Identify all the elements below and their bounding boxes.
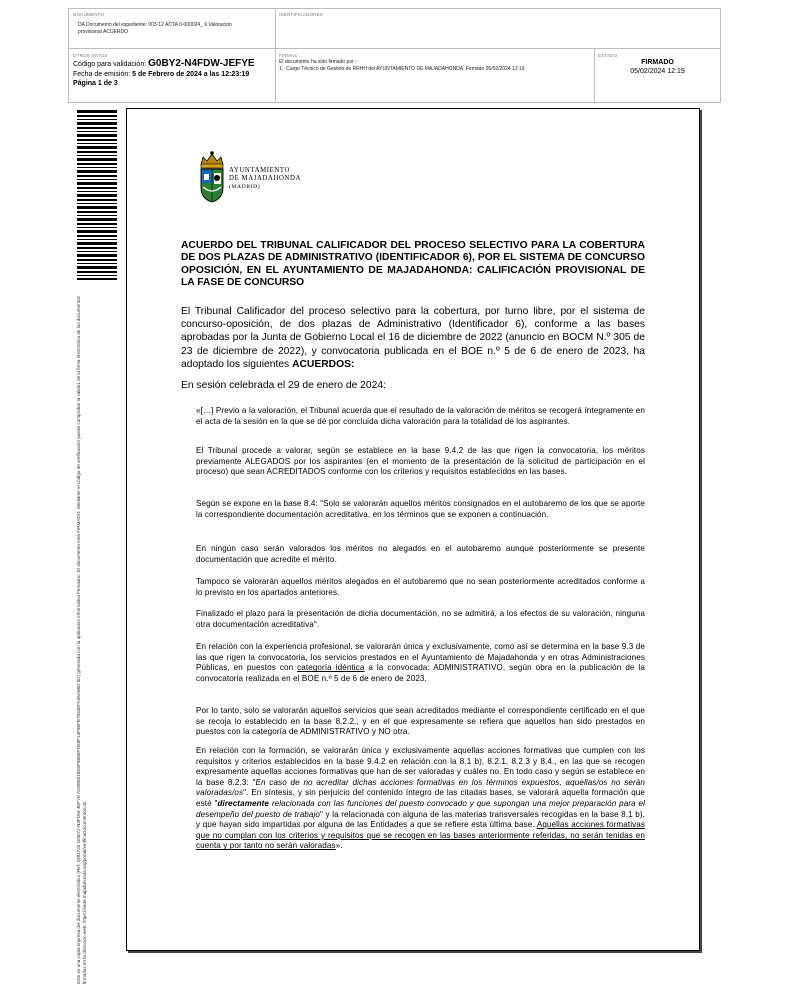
- firmas-line-2: 1.- Cargo Técnico de Gestión de RRHH del AYUNTAMIENTO DE MAJADAHONDA. Firmado 05/02/2024 12:19: [279, 66, 525, 72]
- documento-cell: [69, 9, 276, 49]
- barcode-bar: [77, 134, 117, 137]
- document-page: [126, 108, 700, 951]
- p9-underlined: Aquellas acciones formativas que no cumplan con los criterios y requisitos que se recogen en las bases anteriormente referidas, no serán tenidas en cuenta y por tanto no serán valoradas: [196, 820, 645, 851]
- barcode-bar: [77, 206, 117, 209]
- barcode-bar: [77, 263, 117, 264]
- p9-italic-1: En caso de no acreditar dichas acciones formativas en los términos expuestos, aquellas/os no serán valoradas/os: [196, 777, 645, 798]
- validation-code-line: [73, 60, 255, 70]
- issue-date-line: [73, 71, 249, 80]
- barcode-bar: [77, 247, 117, 249]
- barcode-bar: [77, 182, 117, 185]
- barcode-bar: [77, 119, 117, 120]
- barcode-bar: [77, 235, 117, 237]
- document-title: ACUERDO DEL TRIBUNAL CALIFICADOR DEL PROCESO SELECTIVO PARA LA COBERTURA DE DOS PLAZAS DE ADMINISTRATIVO (IDENTIFICADOR 6), POR EL SISTEMA DE CONCURSO OPOSICIÓN, EN EL AYUNTAMIENTO DE MAJADAHONDA: CALIFICACIÓN PROVISIONAL DE LA FASE DE CONCURSO: [181, 240, 645, 288]
- barcode-bar: [77, 215, 117, 216]
- intro-paragraph: [181, 305, 645, 371]
- validation-code-label: Código para validación:: [73, 61, 149, 68]
- barcode-bar: [77, 271, 117, 273]
- quote-paragraph-9: [196, 746, 645, 852]
- barcode-bar: [77, 254, 117, 257]
- barcode-bar: [77, 239, 117, 240]
- p7-text-b: a la convocada: ADMINISTRATIVO, según obra en la publicación de la convocatoria realizada en el BOE n.º 5 de 6 de enero de 2023.: [196, 663, 645, 683]
- validation-code: G0BY2-N4FDW-JEFYE: [148, 58, 255, 69]
- coat-of-arms-icon: [197, 149, 227, 203]
- barcode-bar: [77, 151, 117, 153]
- barcode-bar: [77, 218, 117, 221]
- quote-paragraph-4: En ningún caso serán valorados los méritos no alegados en el autobaremo aunque posteriormente se presente documentación que acredite el mérito.: [196, 544, 645, 564]
- barcode-bar: [77, 242, 117, 245]
- p9-text-a: En relación con la formación, se valorarán única y exclusivamente aquellas acciones formativas que cumplen con los requisitos y criterios establecidos en la base 9.4.2 en relación con la 8.1 b), 8.2.1, 8.2.3 y 8.4., en las que se recogen expresamente aquellas acciones formativas que han de ser valoradas y cuáles no. En todo caso y según se establece en la base 8.2.3: ": [196, 746, 645, 787]
- barcode-bar: [77, 203, 117, 204]
- barcode-bar: [77, 199, 117, 201]
- documento-text: DA Documento del expediente: 003-12 ACTA 0-000024_ 6 Valoración provisional ACUERDO: [78, 22, 232, 35]
- barcode-bar: [77, 259, 117, 261]
- institution-line-1: AYUNTAMIENTO: [229, 167, 291, 174]
- barcode-graphic: [77, 110, 117, 280]
- barcode-bar: [77, 170, 117, 173]
- barcode-bar: [77, 175, 117, 177]
- p9-text-c: " y la relacionada con alguna de las materias transversales recogidas en la base 8.1 b), y que hayan sido impartidas por alguna de las Entidades a que se refiere esta última base.: [196, 809, 645, 830]
- status-date: 05/02/2024 12:19: [630, 68, 685, 75]
- barcode-bar: [77, 275, 117, 276]
- barcode: [77, 110, 117, 280]
- quote-paragraph-2: El Tribunal procede a valorar, según se establece en la base 9.4.2 de las que rigen la convocatoria, los méritos previamente ALEGADOS por los aspirantes (en el momento de la presentación de la solicitud de participación en el proceso) que sean ACREDITADOS conforme con los criterios y requisitos establecidos en las bases.: [196, 446, 645, 477]
- p9-bold-italic: directamente: [217, 798, 270, 808]
- p7-underlined: categoría idéntica: [297, 663, 365, 673]
- barcode-bar: [77, 122, 117, 125]
- documento-caption: DOCUMENTO: [73, 12, 105, 17]
- status-firmado: FIRMADO: [641, 59, 674, 66]
- barcode-bar: [77, 179, 117, 180]
- p7-text-a: En relación con la experiencia profesional, se valorarán única y exclusivamente, como así se determina en la base 9.3 de las que rigen la convocatoria, los servicios prestados en el Ayuntamiento de Majadahonda y en otras Administraciones Públicas, en puestos con: [196, 642, 645, 673]
- quote-paragraph-8: Por lo tanto, solo se valorarán aquellos servicios que sean acreditados mediante el correspondiente certificado en el que se recoja lo establecido en la base 8.2.2., y en el que expresamente se refiera que aquellos han sido prestados en puestos con la categoría de ADMINISTRATIVO y NO otra.: [196, 706, 645, 737]
- institution-line-3: (MADRID): [229, 184, 261, 190]
- barcode-bar: [77, 131, 117, 132]
- barcode-bar: [77, 230, 117, 233]
- barcode-bar: [77, 158, 117, 161]
- barcode-bar: [77, 187, 117, 189]
- quote-paragraph-1: «[…] Previo a la valoración, el Tribunal acuerda que el resultado de la valoración de méritos se recogerá íntegramente en el acta de la sesión en la que se dé por concluida dicha valoración para la totalidad de los aspirantes.: [196, 406, 645, 426]
- barcode-bar: [77, 146, 117, 149]
- intro-text: El Tribunal Calificador del proceso selectivo para la cobertura, por turno libre, por el sistema de concurso-oposición, de dos plazas de Administrativo (Identificador 6), conforme a las bases aprobadas por la Junta de Gobierno Local el 16 de diciembre de 2022 (anuncio en BOCM N.º 305 de 23 de diciembre de 2022), y convocatoria publicada en el BOE n.º 5 de 6 de enero de 2023, ha adoptado los siguientes: [181, 306, 645, 370]
- barcode-bar: [77, 194, 117, 197]
- document-header: [68, 8, 721, 103]
- page-count: Página 1 de 3: [73, 80, 118, 87]
- issue-date-label: Fecha de emisión:: [73, 71, 133, 78]
- barcode-bar: [77, 110, 117, 113]
- barcode-bar: [77, 127, 117, 129]
- verification-side-text: Este es una copia impresa del documento electrónico (Ref: 2991725 G0BY2-N4FDW-JEFYE AD0E6518E8F0B5EFD59F13F88FB7834EFA05A66D 5D) generada con la aplicación informática Firmadoc. El documento está FIRMADO. Mediante el código de verificación puede comprobar la validez de la firma electrónica de los documentos firmados en la dirección web: https://sede.majadahonda.org/portal/verificaDocumentos.do: [76, 296, 87, 984]
- barcode-bar: [77, 227, 117, 228]
- barcode-bar: [77, 155, 117, 156]
- otros-datos-caption: OTROS DATOS: [73, 53, 108, 58]
- barcode-bar: [77, 266, 117, 269]
- estado-caption: ESTADO: [598, 53, 618, 58]
- barcode-bar: [77, 167, 117, 168]
- institution-name: [229, 167, 301, 191]
- intro-acuerdos: ACUERDOS:: [292, 358, 355, 370]
- coat-of-arms-logo: [197, 149, 227, 203]
- p9-italic-2: relacionada con las funciones del puesto convocado y que supongan una mejor preparación para el desempeño del puesto de trabajo: [196, 798, 645, 819]
- quote-paragraph-6: Finalizado el plazo para la presentación de dicha documentación, no se admitirá, a los efectos de su valoración, ninguna otra documentación acreditativa".: [196, 609, 645, 629]
- barcode-bar: [77, 143, 117, 144]
- p9-text-b: ". En síntesis, y sin perjuicio del contenido íntegro de las citadas bases, se valorará aquella formación que esté ": [196, 788, 645, 808]
- barcode-bar: [77, 251, 117, 252]
- barcode-bar: [77, 278, 117, 280]
- firmas-line-1: El documento ha sido firmado por :: [279, 59, 357, 65]
- barcode-bar: [77, 223, 117, 225]
- quote-paragraph-7: [196, 642, 645, 684]
- barcode-bar: [77, 139, 117, 141]
- quote-paragraph-3: Según se expone en la base 8.4: "Solo se valorarán aquellos méritos consignados en el autobaremo de los que se aporte la correspondiente documentación acreditativa, en los términos que se exponen a continuación.: [196, 499, 645, 519]
- issue-date: 5 de Febrero de 2024 a las 12:23:19: [132, 71, 250, 78]
- firmas-caption: FIRMAS: [279, 53, 298, 58]
- barcode-bar: [77, 191, 117, 192]
- barcode-bar: [77, 163, 117, 165]
- identificadores-cell: [276, 9, 720, 49]
- firmas-cell: [276, 49, 595, 102]
- session-line: En sesión celebrada el 29 de enero de 2024:: [181, 380, 386, 391]
- p9-end: ».: [335, 841, 343, 851]
- barcode-bar: [77, 211, 117, 213]
- identificadores-caption: IDENTIFICADORES: [279, 12, 324, 17]
- otros-datos-cell: [69, 49, 276, 102]
- barcode-bar: [77, 115, 117, 117]
- quote-paragraph-5: Tampoco se valorarán aquellos méritos alegados en el autobaremo que no sean posteriormente acreditados conforme a lo previsto en los apartados anteriores.: [196, 577, 645, 597]
- estado-cell: [595, 49, 720, 102]
- institution-line-2: DE MAJADAHONDA: [229, 175, 302, 182]
